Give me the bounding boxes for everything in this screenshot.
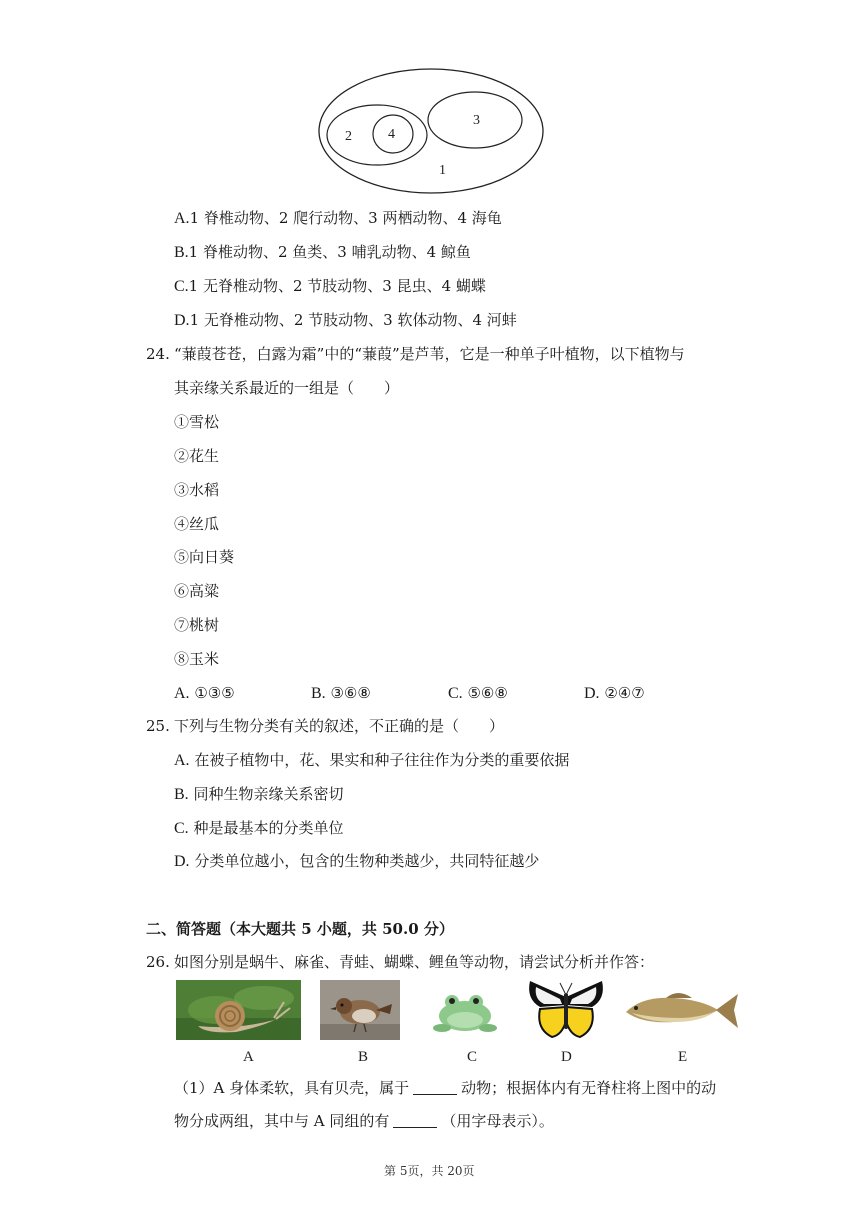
section-title: 二、简答题（本大题共 5 小题，共 50.0 分） (146, 920, 454, 938)
q24-item: ③水稻 (174, 481, 220, 499)
q23-option-a (174, 208, 502, 229)
sub1-text-c: 物分成两组，其中与 A 同组的有 (174, 1112, 390, 1130)
option-text: ①③⑤ (194, 684, 235, 702)
q24-item: ④丝瓜 (174, 515, 220, 533)
option-letter: B. (174, 786, 189, 803)
q25-option-c (174, 818, 343, 839)
option-text: 种是最基本的分类单位 (193, 819, 344, 837)
butterfly-image (526, 977, 606, 1043)
sub1-text-d: （用字母表示）。 (441, 1112, 554, 1130)
sparrow-image (320, 980, 400, 1040)
option-text: 分类单位越小，包含的生物种类越少，共同特征越少 (194, 852, 540, 870)
option-text: 1 无脊椎动物、2 节肢动物、3 软体动物、4 河蚌 (189, 311, 517, 329)
q25-option-d (174, 851, 539, 872)
venn-diagram (315, 68, 550, 200)
q24-option-c (448, 683, 508, 704)
q24-item: ②花生 (174, 447, 220, 465)
answer-blank-1[interactable] (413, 1080, 457, 1095)
q24-item: ⑦桃树 (174, 616, 220, 634)
q24-item: ⑥高粱 (174, 582, 220, 600)
q24-option-a (174, 683, 235, 704)
q25-number: 25. (146, 717, 170, 735)
page-footer: 第 5页，共 20页 (384, 1164, 475, 1178)
option-letter: D. (584, 685, 600, 702)
q24-item: ⑧玉米 (174, 650, 220, 668)
option-text: 在被子植物中，花、果实和种子往往作为分类的重要依据 (194, 751, 570, 769)
option-letter: C. (448, 685, 463, 702)
option-letter: C. (174, 278, 189, 295)
image-label-e: E (678, 1049, 688, 1065)
q26-stem: 如图分别是蜗牛、麻雀、青蛙、蝴蝶、鲤鱼等动物，请尝试分析并作答： (174, 953, 655, 971)
option-text: ③⑥⑧ (330, 684, 371, 702)
snail-image (176, 980, 301, 1040)
option-letter: D. (174, 853, 190, 870)
image-label-a: A (243, 1049, 254, 1065)
q24-stem-line2: 其亲缘关系最近的一组是（ ） (174, 379, 400, 397)
carp-image (622, 986, 742, 1034)
q23-option-d (174, 310, 517, 331)
option-letter: D. (174, 312, 190, 329)
option-text: ②④⑦ (604, 684, 645, 702)
option-letter: A. (174, 685, 190, 702)
q24-option-d (584, 683, 645, 704)
q26-sub1-line2 (174, 1111, 554, 1131)
q24-option-b (311, 683, 371, 704)
option-text: ⑤⑥⑧ (467, 684, 508, 702)
option-letter: C. (174, 820, 189, 837)
venn-ellipse-2 (327, 105, 427, 165)
option-text: 1 脊椎动物、2 爬行动物、3 两栖动物、4 海龟 (189, 209, 502, 227)
q23-option-b (174, 242, 471, 263)
q26-number: 26. (146, 953, 170, 971)
q24-number: 24. (146, 345, 170, 363)
q24-item: ①雪松 (174, 413, 220, 431)
image-label-c: C (467, 1049, 478, 1065)
option-letter: B. (311, 685, 326, 702)
venn-label-4: 4 (388, 127, 395, 142)
q26-sub1-line1 (174, 1078, 716, 1098)
option-text: 同种生物亲缘关系密切 (193, 785, 344, 803)
q25-option-a (174, 750, 569, 771)
q24-item: ⑤向日葵 (174, 548, 235, 566)
option-letter: A. (174, 752, 190, 769)
q25-option-b (174, 784, 343, 805)
q25-stem: 下列与生物分类有关的叙述，不正确的是（ ） (174, 717, 505, 735)
venn-label-2: 2 (345, 129, 352, 144)
q23-option-c (174, 276, 486, 297)
frog-image (420, 980, 510, 1040)
option-letter: A. (174, 210, 190, 227)
option-text: 1 无脊椎动物、2 节肢动物、3 昆虫、4 蝴蝶 (188, 277, 486, 295)
image-label-b: B (358, 1049, 369, 1065)
option-text: 1 脊椎动物、2 鱼类、3 哺乳动物、4 鲸鱼 (188, 243, 471, 261)
q24-stem-line1: “蒹葭苍苍，白露为霜”中的“蒹葭”是芦苇，它是一种单子叶植物，以下植物与 (174, 345, 685, 363)
venn-label-1: 1 (439, 163, 446, 178)
image-label-d: D (561, 1049, 572, 1065)
sub1-text-b: 动物；根据体内有无脊柱将上图中的动 (461, 1079, 717, 1097)
answer-blank-2[interactable] (393, 1113, 437, 1128)
venn-label-3: 3 (473, 113, 480, 128)
option-letter: B. (174, 244, 189, 261)
sub1-text-a: （1）A 身体柔软，具有贝壳，属于 (174, 1079, 410, 1097)
